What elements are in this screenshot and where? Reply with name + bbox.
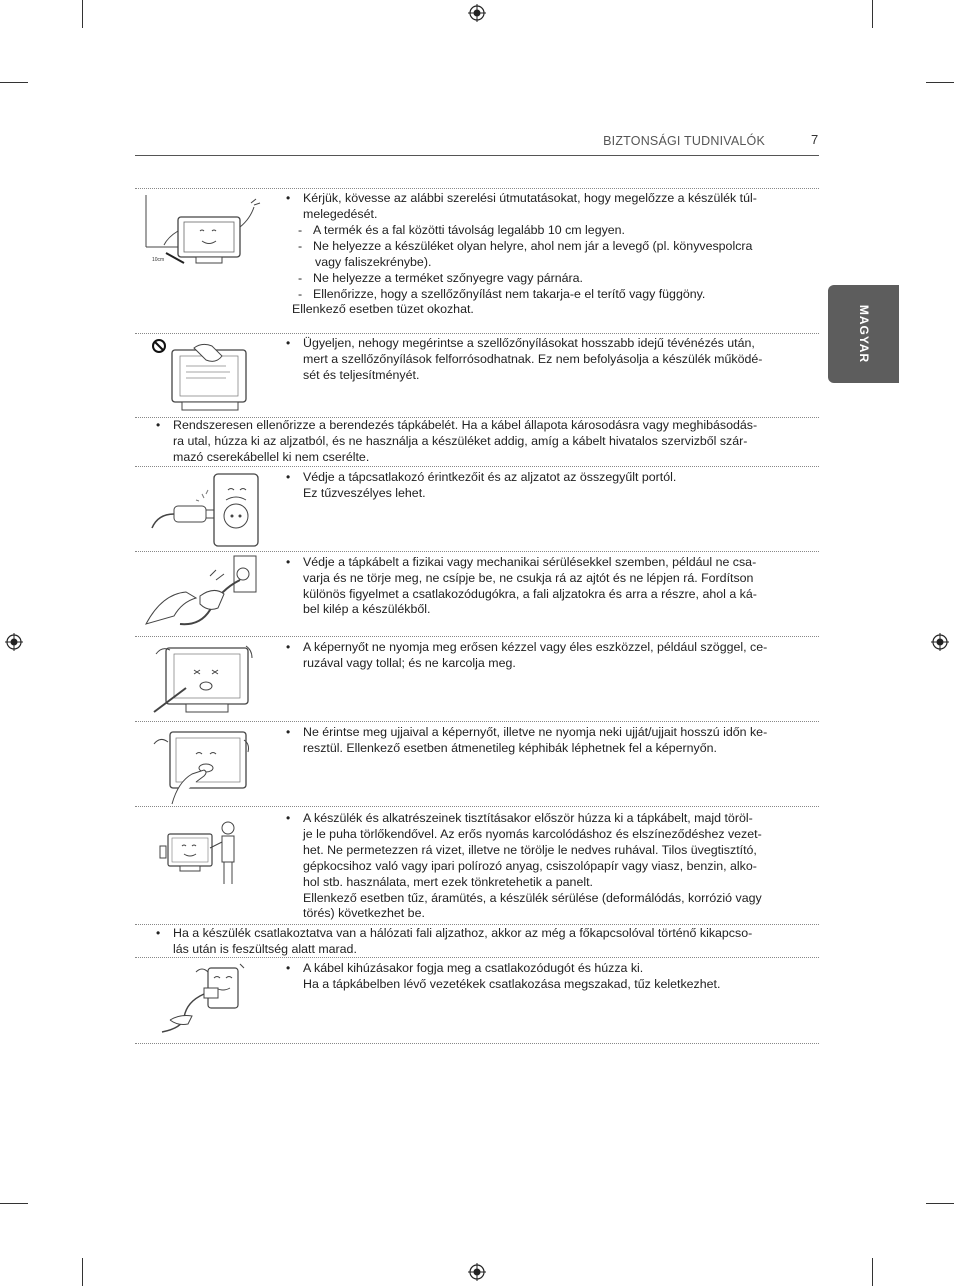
bullet: • — [286, 470, 291, 484]
paragraph-line: Rendszeresen ellenőrizze a berendezés tápkábelét. Ha a kábel állapota károsodásra vagy meghibásodás- — [173, 418, 758, 432]
paragraph-line: mert a szellőzőnyílások felforrósodhatnak. Ez nem befolyásolja a készülék működé- — [303, 352, 763, 366]
paragraph-line: het. Ne permetezzen rá vizet, illetve ne törölje le nedves ruhával. Tilos üvegtisztító, — [303, 843, 757, 857]
crop-mark — [926, 1203, 954, 1204]
bullet: • — [286, 811, 291, 825]
registration-mark-icon — [468, 4, 486, 22]
paragraph-line: lás után is feszültség alatt marad. — [173, 942, 357, 956]
paragraph-line: je le puha törlőkendővel. Az erős nyomás karcolódáshoz és elszíneződéshez vezet- — [303, 827, 762, 841]
bullet: • — [286, 191, 291, 205]
paragraph-line: törés) következhet be. — [303, 906, 425, 920]
finger-touch-screen-illustration — [146, 726, 252, 806]
header-rule — [135, 155, 819, 156]
paragraph-line: Ne érintse meg ujjaival a képernyőt, illetve ne nyomja neki ujját/ujjait hosszú időn ke- — [303, 725, 768, 739]
bullet: • — [286, 961, 291, 975]
paragraph-line: A termék és a fal közötti távolság legalább 10 cm legyen. — [313, 223, 626, 237]
paragraph-line: Ne helyezze a terméket szőnyegre vagy párnára. — [313, 271, 583, 285]
language-tab-label: MAGYAR — [857, 304, 871, 364]
crop-mark — [0, 1203, 28, 1204]
separator — [135, 466, 819, 467]
tv-wall-distance-illustration — [138, 191, 268, 273]
page-number: 7 — [811, 132, 819, 147]
paragraph-line: A készülék és alkatrészeinek tisztításakor először húzza ki a tápkábelt, majd töröl- — [303, 811, 753, 825]
paragraph-line: Ha a tápkábelben lévő vezetékek csatlakozása megszakad, tűz keletkezhet. — [303, 977, 721, 991]
separator — [135, 1043, 819, 1044]
dash: - — [298, 287, 303, 301]
paragraph-line: sét és teljesítményét. — [303, 368, 420, 382]
paragraph-line: különös figyelmet a csatlakozódugókra, a fali aljzatokra és arra a részre, ahol a ká- — [303, 587, 757, 601]
paragraph-line: ra utal, húzza ki az aljzatból, és ne használja a készüléket addig, amíg a kábelt hivatalos szervizből szár- — [173, 434, 748, 448]
bullet: • — [286, 725, 291, 739]
crop-mark — [82, 0, 83, 28]
paragraph-line: Ha a készülék csatlakoztatva van a hálózati fali aljzathoz, akkor az még a főkapcsolóval történő kikapcso- — [173, 926, 753, 940]
bullet: • — [286, 336, 291, 350]
separator — [135, 806, 819, 807]
paragraph-line: hol stb. használata, mert ezek tönkretehetik a panelt. — [303, 875, 593, 889]
bent-cable-illustration — [140, 554, 260, 636]
paragraph-line: Védje a tápkábelt a fizikai vagy mechanikai sérülésekkel szemben, például ne csa- — [303, 555, 757, 569]
paragraph-line: Ellenkező esetben tűz, áramütés, a készülék sérülése (deformálódás, korrózió vagy — [303, 891, 762, 905]
paragraph-line: resztül. Ellenkező esetben átmenetileg képhibák léphetnek fel a képernyőn. — [303, 741, 717, 755]
registration-mark-icon — [931, 633, 949, 651]
paragraph-line: bel kilép a készülékből. — [303, 602, 431, 616]
paragraph-line: Ügyeljen, nehogy megérintse a szellőzőnyílásokat hosszabb idejű tévénézés után, — [303, 336, 755, 350]
crop-mark — [872, 1258, 873, 1286]
registration-mark-icon — [5, 633, 23, 651]
registration-mark-icon — [468, 1263, 486, 1281]
bullet: • — [286, 640, 291, 654]
paragraph-line: varja és ne törje meg, ne csípje be, ne csukja rá az ajtót és ne lépjen rá. Fordítson — [303, 571, 754, 585]
paragraph-line: gépkocsihoz való vagy ipari polírozó anyag, csiszolópapír vagy viasz, benzin, alko- — [303, 859, 757, 873]
distance-label: 10cm — [152, 257, 165, 263]
crop-mark — [82, 1258, 83, 1286]
paragraph-line: Ellenőrizze, hogy a szellőzőnyílást nem takarja-e el terítő vagy függöny. — [313, 287, 706, 301]
crop-mark — [926, 82, 954, 83]
crop-mark — [872, 0, 873, 28]
paragraph-line: Ellenkező esetben tüzet okozhat. — [292, 302, 474, 316]
separator — [135, 551, 819, 552]
dash: - — [298, 239, 303, 253]
paragraph-line: A kábel kihúzásakor fogja meg a csatlakozódugót és húzza ki. — [303, 961, 644, 975]
screen-pressure-illustration — [146, 640, 258, 720]
paragraph-line: vagy faliszekrénybe). — [315, 255, 432, 269]
paragraph-line: Ez tűzveszélyes lehet. — [303, 486, 426, 500]
crop-mark — [0, 82, 28, 83]
separator — [135, 636, 819, 637]
section-title: BIZTONSÁGI TUDNIVALÓK — [603, 134, 765, 148]
separator — [135, 721, 819, 722]
bullet: • — [286, 555, 291, 569]
paragraph-line: Kérjük, kövesse az alábbi szerelési útmutatásokat, hogy megelőzze a készülék túl- — [303, 191, 757, 205]
paragraph-line: Védje a tápcsatlakozó érintkezőit és az aljzatot az összegyűlt portól. — [303, 470, 677, 484]
dash: - — [298, 271, 303, 285]
paragraph-line: A képernyőt ne nyomja meg erősen kézzel vagy éles eszközzel, például szöggel, ce- — [303, 640, 768, 654]
paragraph-line: ruzával vagy tollal; és ne karcolja meg. — [303, 656, 516, 670]
separator — [135, 188, 819, 189]
language-tab — [828, 285, 899, 383]
separator — [135, 333, 819, 334]
paragraph-line: Ne helyezze a készüléket olyan helyre, ahol nem jár a levegő (pl. könyvespolcra — [313, 239, 753, 253]
bullet: • — [156, 926, 161, 940]
separator — [135, 924, 819, 925]
paragraph-line: mazó cserekábellel ki nem cserélte. — [173, 450, 370, 464]
unplug-illustration — [156, 962, 246, 1038]
bullet: • — [156, 418, 161, 432]
paragraph-line: melegedését. — [303, 207, 378, 221]
dash: - — [298, 223, 303, 237]
cleaning-illustration — [158, 818, 244, 892]
dusty-plug-illustration — [146, 470, 262, 550]
hot-vent-illustration — [150, 338, 250, 416]
